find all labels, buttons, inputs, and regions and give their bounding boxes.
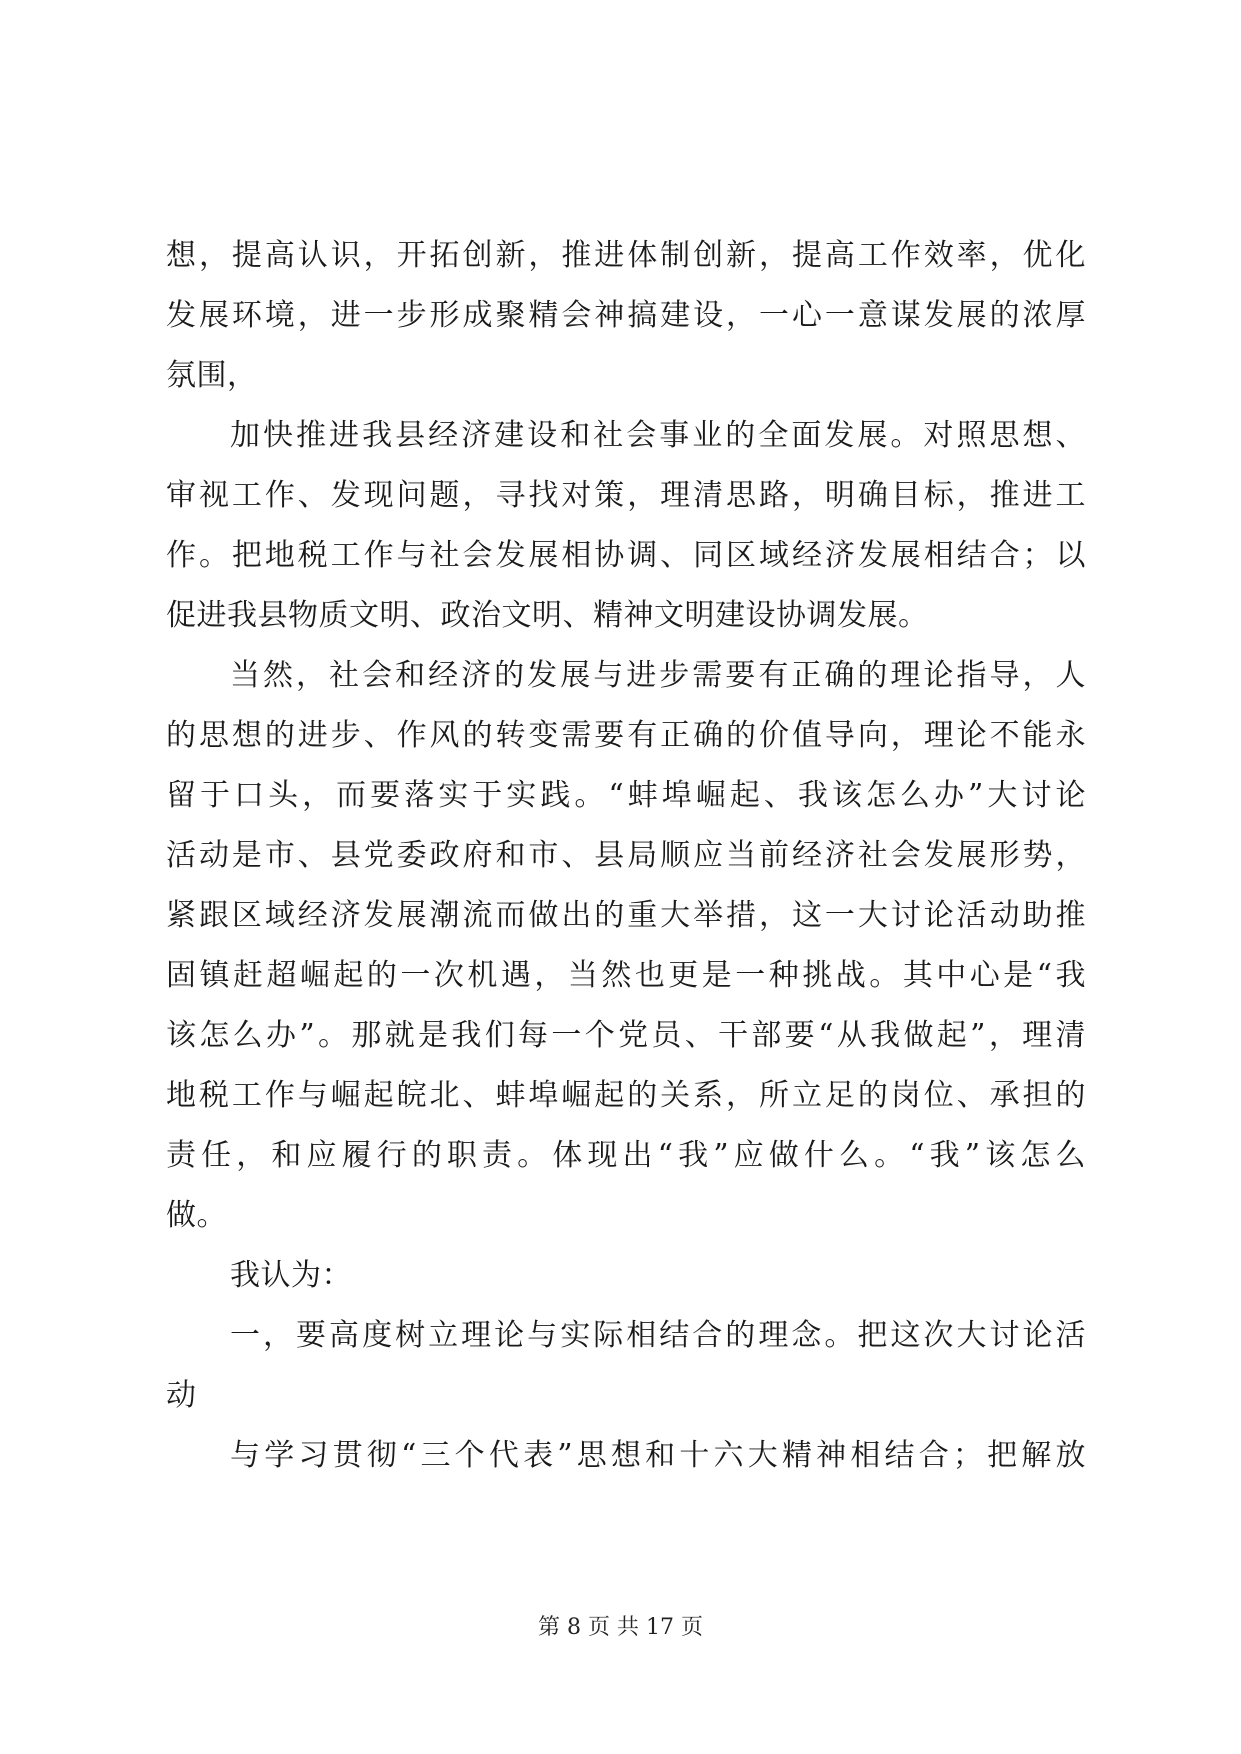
document-body <box>166 226 1086 1486</box>
text-line: 发展环境，进一步形成聚精会神搞建设，一心一意谋发展的浓厚 <box>166 298 1086 333</box>
text-line: 作。把地税工作与社会发展相协调、同区域经济发展相结合；以 <box>166 538 1086 573</box>
text-line: 动 <box>166 1378 197 1413</box>
text-line: 地税工作与崛起皖北、蚌埠崛起的关系，所立足的岗位、承担的 <box>166 1078 1086 1113</box>
text-line: 与学习贯彻“三个代表”思想和十六大精神相结合；把解放 <box>230 1438 1086 1473</box>
text-line: 审视工作、发现问题，寻找对策，理清思路，明确目标，推进工 <box>166 478 1086 513</box>
page-footer: 第 8 页 共 17 页 <box>538 1615 703 1640</box>
text-line: 想，提高认识，开拓创新，推进体制创新，提高工作效率，优化 <box>166 238 1086 273</box>
text-line: 加快推进我县经济建设和社会事业的全面发展。对照思想、 <box>230 418 1086 453</box>
text-line: 氛围， <box>166 358 258 393</box>
text-line: 做。 <box>166 1198 227 1233</box>
text-line: 固镇赶超崛起的一次机遇，当然也更是一种挑战。其中心是“我 <box>166 958 1086 993</box>
text-line: 的思想的进步、作风的转变需要有正确的价值导向，理论不能永 <box>166 718 1086 753</box>
text-line: 当然，社会和经济的发展与进步需要有正确的理论指导，人 <box>230 658 1086 693</box>
text-line: 一，要高度树立理论与实际相结合的理念。把这次大讨论活 <box>230 1318 1086 1353</box>
text-line: 责任，和应履行的职责。体现出“我”应做什么。“我”该怎么 <box>166 1138 1086 1173</box>
text-line: 留于口头，而要落实于实践。“蚌埠崛起、我该怎么办”大讨论 <box>166 778 1086 813</box>
text-line: 我认为： <box>230 1258 352 1293</box>
text-line: 该怎么办”。那就是我们每一个党员、干部要“从我做起”，理清 <box>166 1018 1086 1053</box>
text-line: 紧跟区域经济发展潮流而做出的重大举措，这一大讨论活动助推 <box>166 898 1086 933</box>
text-line: 促进我县物质文明、政治文明、精神文明建设协调发展。 <box>166 598 929 633</box>
text-line: 活动是市、县党委政府和市、县局顺应当前经济社会发展形势， <box>166 838 1086 873</box>
